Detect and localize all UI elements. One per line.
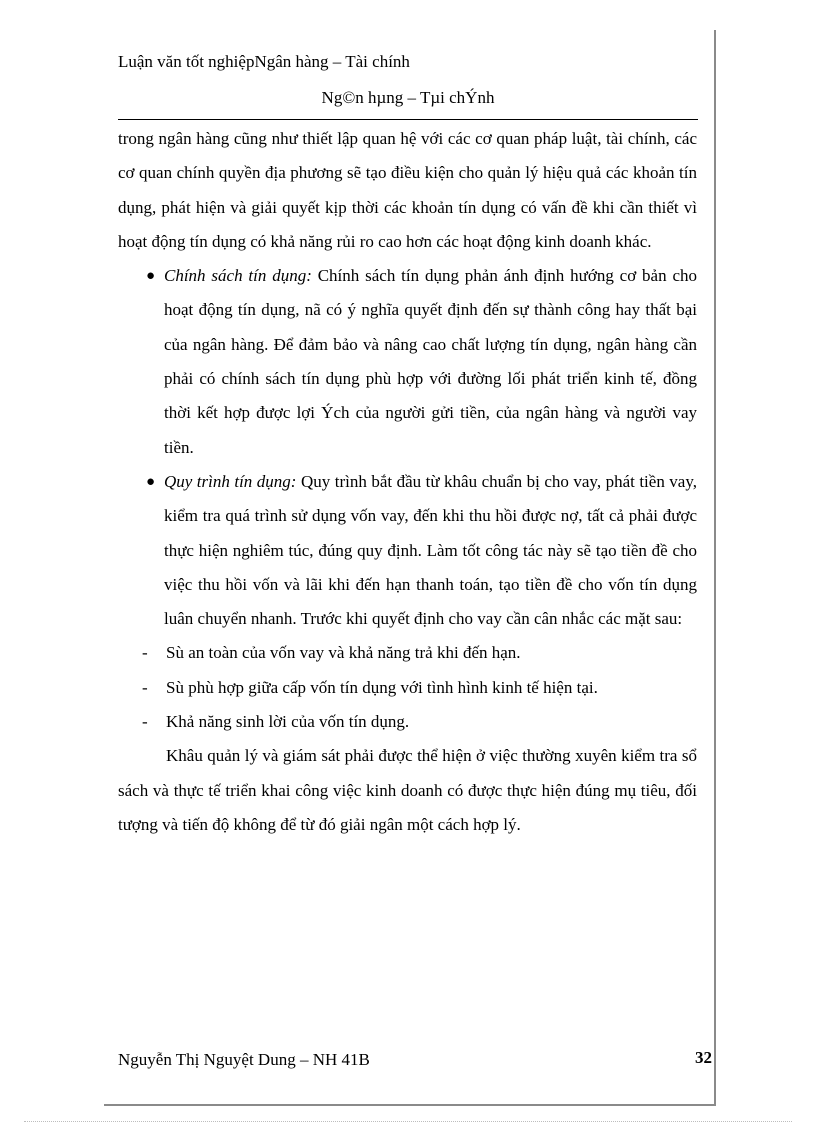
- bullet-text: Quy trình bắt đầu từ khâu chuẩn bị cho vay, phát tiền vay, kiểm tra quá trình sử dụng vốn vay, đến khi thu hồi được nợ, tất cả phải được thực hiện nghiêm túc, đúng quy định. Làm tốt công tác này sẽ tạo tiền đề cho việc thu hồi vốn và lãi khi đến hạn thanh toán, tạo tiền đề cho vốn tín dụng luân chuyển nhanh. Trước khi quyết định cho vay cần cân nhắc các mặt sau:: [164, 471, 697, 629]
- paragraph-closing: Khâu quản lý và giám sát phải được thể hiện ở việc thường xuyên kiểm tra sổ sách và thực tế triển khai công việc kinh doanh có được thực hiện đúng mụ tiêu, đối tượng và tiến độ không để từ đó giải ngân một cách hợp lý.: [118, 746, 697, 834]
- bullet-icon: ●: [146, 473, 156, 490]
- bullet-term: Chính sách tín dụng:: [164, 266, 312, 286]
- bullet-icon: ●: [146, 268, 156, 285]
- bullet-item-credit-policy: [118, 259, 697, 465]
- footer-author: Nguyễn Thị Nguyệt Dung – NH 41B: [118, 1050, 370, 1069]
- dash-list-item: [118, 671, 697, 705]
- document-body: [118, 122, 697, 842]
- page-bottom-edge: [24, 1121, 792, 1122]
- bullet-content: [164, 259, 697, 465]
- paragraph-intro: trong ngân hàng cũng như thiết lập quan hệ với các cơ quan pháp luật, tài chính, các cơ quan chính quyền địa phương sẽ tạo điều kiện cho quản lý hiệu quả các khoản tín dụng, phát hiện và giải quyết kịp thời các khoản tín dụng có vấn đề khi cần thiết vì hoạt động tín dụng có khả năng rủi ro cao hơn các hoạt động kinh doanh khác.: [118, 129, 697, 251]
- bullet-text: Chính sách tín dụng phản ánh định hướng cơ bản cho hoạt động tín dụng, nã có ý nghĩa quyết định đến sự thành công hay thất bại của ngân hàng. Để đảm bảo và nâng cao chất lượng tín dụng, ngân hàng cần phải có chính sách tín dụng phù hợp với đường lối phát triển kinh tế, đồng thời kết hợp được lợi Ých của người gửi tiền, của ngân hàng và người vay tiền.: [164, 266, 697, 457]
- bullet-content: [164, 465, 697, 636]
- dash-item-text: Khả năng sinh lời của vốn tín dụng.: [166, 712, 410, 732]
- bullet-item-credit-process: [118, 465, 697, 636]
- dash-icon: -: [142, 677, 148, 697]
- header-title: Luận văn tốt nghiệpNgân hàng – Tài chính: [118, 52, 410, 71]
- header-divider: [118, 119, 698, 120]
- dash-list-item: [118, 636, 697, 670]
- bullet-term: Quy trình tín dụng:: [164, 471, 297, 491]
- dash-item-text: Sù an toàn của vốn vay và khả năng trả khi đến hạn.: [166, 643, 521, 663]
- dash-list-item: [118, 705, 697, 739]
- page-number: 32: [695, 1048, 712, 1067]
- dash-icon: -: [142, 712, 148, 732]
- dash-item-text: Sù phù hợp giữa cấp vốn tín dụng với tình hình kinh tế hiện tại.: [166, 677, 598, 697]
- header-subtitle: Ng©n hµng – Tµi chÝnh: [321, 88, 495, 107]
- dash-icon: -: [142, 643, 148, 663]
